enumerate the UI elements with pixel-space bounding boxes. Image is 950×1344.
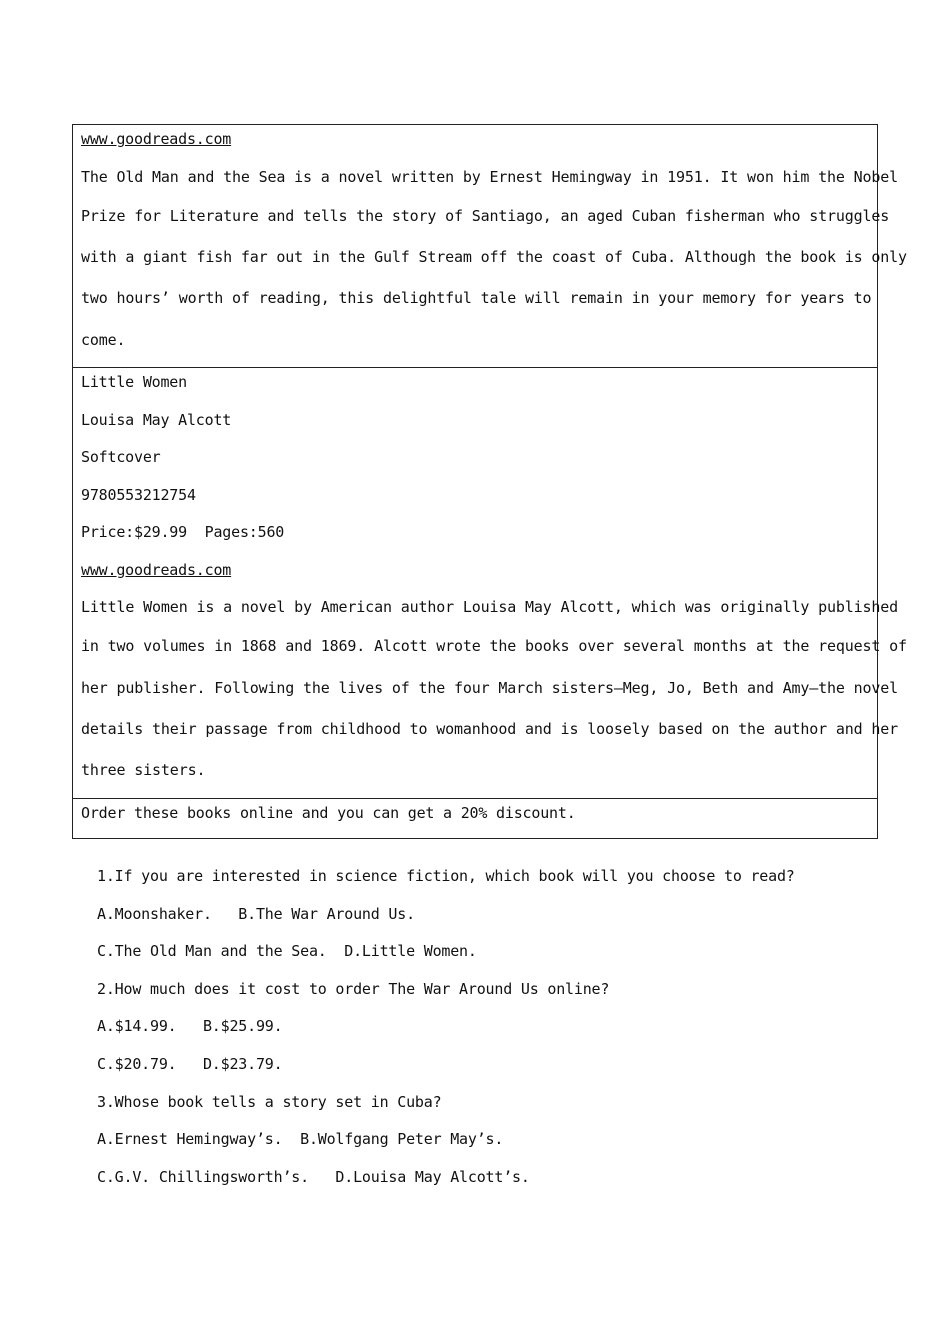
book2-format: Softcover — [81, 448, 161, 467]
book1-cell — [73, 125, 907, 368]
discount-note: Order these books online and you can get a 20% discount. — [81, 803, 576, 822]
book1-source-link[interactable]: www.goodreads.com — [81, 130, 232, 148]
discount-note-cell — [73, 799, 877, 839]
description-line: three sisters. — [81, 761, 206, 780]
question-3-stem: 3.Whose book tells a story set in Cuba? — [97, 1092, 442, 1111]
question-1-options-cd: C.The Old Man and the Sea. D.Little Women. — [97, 942, 477, 961]
book2-description — [81, 589, 907, 792]
question-2-stem: 2.How much does it cost to order The War Around Us online? — [97, 979, 610, 998]
questions-section — [97, 858, 877, 1196]
description-line: Little Women is a novel by American author Louisa May Alcott, which was originally published — [81, 598, 899, 617]
book2-author: Louisa May Alcott — [81, 410, 232, 429]
question-1-options-ab: A.Moonshaker. B.The War Around Us. — [97, 904, 415, 923]
book2-isbn: 9780553212754 — [81, 485, 196, 504]
question-3-options-cd: C.G.V. Chillingsworth’s. D.Louisa May Alcott’s. — [97, 1167, 530, 1186]
question-3-options-ab: A.Ernest Hemingway’s. B.Wolfgang Peter May’s. — [97, 1130, 504, 1149]
description-line: Prize for Literature and tells the story of Santiago, an aged Cuban fisherman who struggles — [81, 206, 890, 225]
book1-description — [81, 159, 907, 362]
book-info-table — [72, 124, 907, 839]
book2-source-link[interactable]: www.goodreads.com — [81, 560, 232, 579]
question-1-stem: 1.If you are interested in science fiction, which book will you choose to read? — [97, 867, 795, 885]
description-line: come. — [81, 330, 126, 349]
book2-title: Little Women — [81, 373, 187, 392]
book2-price-pages: Price:$29.99 Pages:560 — [81, 523, 285, 542]
description-line: with a giant fish far out in the Gulf Stream off the coast of Cuba. Although the book is only — [81, 247, 907, 266]
description-line: The Old Man and the Sea is a novel written by Ernest Hemingway in 1951. It won him the Nobel — [81, 167, 899, 186]
question-2-options-cd: C.$20.79. D.$23.79. — [97, 1054, 283, 1073]
description-line: two hours’ worth of reading, this delightful tale will remain in your memory for years to — [81, 289, 872, 308]
description-line: details their passage from childhood to womanhood and is loosely based on the author and her — [81, 719, 899, 738]
description-line: her publisher. Following the lives of the four March sisters—Meg, Jo, Beth and Amy—the novel — [81, 678, 899, 697]
description-line: in two volumes in 1868 and 1869. Alcott wrote the books over several months at the request of — [81, 637, 907, 656]
question-2-options-ab: A.$14.99. B.$25.99. — [97, 1017, 283, 1036]
book2-cell — [73, 368, 907, 799]
